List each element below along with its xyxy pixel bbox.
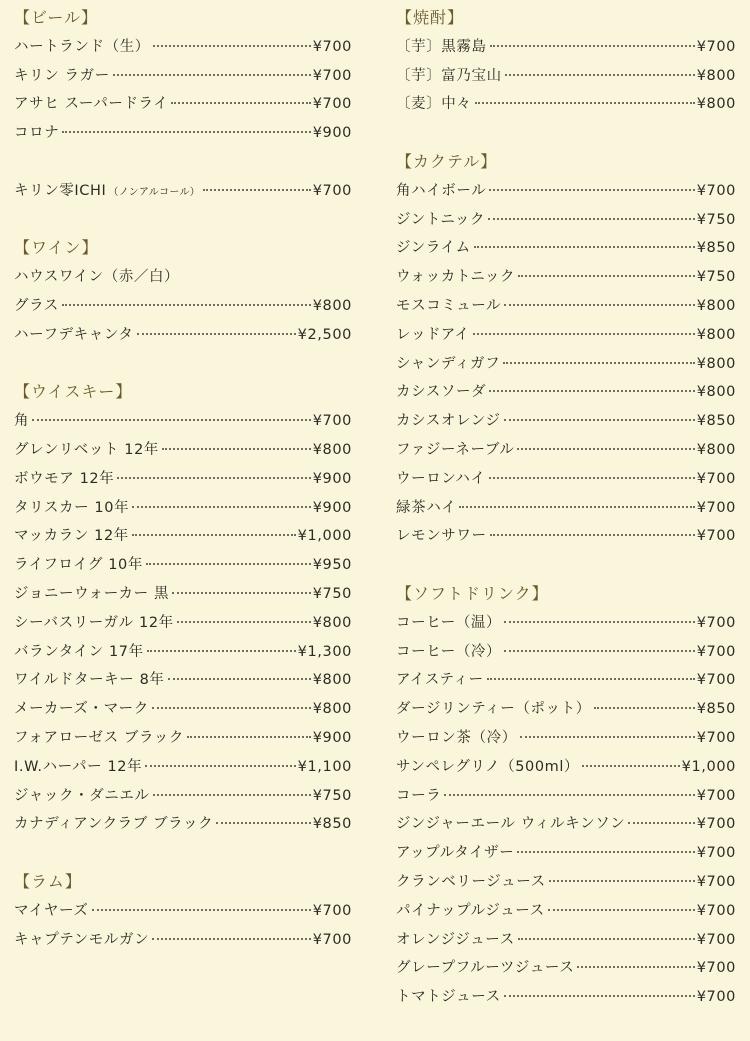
menu-item — [14, 33, 352, 62]
item-price: ¥750 — [312, 585, 352, 602]
dot-leader — [146, 563, 311, 565]
item-name: コーラ — [396, 787, 442, 804]
menu-section-cocktail — [396, 148, 736, 551]
item-price: ¥1,000 — [681, 758, 736, 775]
menu-section-whisky — [14, 378, 352, 839]
menu-item — [14, 724, 352, 753]
item-name: ハートランド（生） — [14, 38, 150, 55]
item-price: ¥800 — [696, 297, 736, 314]
item-price: ¥1,100 — [297, 758, 352, 775]
menu-item — [396, 839, 736, 868]
menu-item — [14, 119, 352, 148]
item-name: グレープフルーツジュース — [396, 960, 575, 977]
dot-leader — [132, 534, 296, 536]
menu-item — [396, 724, 736, 753]
menu-item — [396, 321, 736, 350]
item-price: ¥900 — [312, 470, 352, 487]
item-name: オレンジジュース — [396, 931, 515, 948]
menu-item — [14, 926, 352, 955]
menu-item — [396, 609, 736, 638]
dot-leader — [187, 736, 311, 738]
menu-item — [14, 522, 352, 551]
menu-item — [14, 62, 352, 91]
dot-leader — [518, 938, 695, 940]
dot-leader — [168, 678, 311, 680]
item-name: ファジーネーブル — [396, 441, 515, 458]
item-name: アサヒ スーパードライ — [14, 96, 169, 113]
item-name: ジョニーウォーカー 黒 — [14, 585, 170, 602]
menu-item — [396, 494, 736, 523]
item-name: ダージリンティー（ポット） — [396, 701, 591, 718]
dot-leader — [32, 419, 311, 421]
item-price: ¥800 — [696, 326, 736, 343]
item-price: ¥700 — [312, 38, 352, 55]
menu-item — [396, 33, 736, 62]
menu-right-column — [396, 4, 736, 1041]
menu-item — [396, 753, 736, 782]
item-price: ¥800 — [696, 441, 736, 458]
menu-item — [14, 695, 352, 724]
item-price: ¥700 — [696, 470, 736, 487]
item-price: ¥700 — [696, 845, 736, 862]
dot-leader — [520, 736, 695, 738]
item-name: パイナップルジュース — [396, 902, 545, 919]
dot-leader — [145, 765, 295, 767]
item-name: 角 — [14, 413, 30, 430]
item-price: ¥700 — [696, 816, 736, 833]
dot-leader — [489, 477, 695, 479]
item-price: ¥750 — [696, 269, 736, 286]
item-price: ¥2,500 — [297, 326, 352, 343]
section-title: 【ウイスキー】 — [14, 382, 133, 402]
dot-leader — [171, 102, 310, 104]
item-price: ¥700 — [696, 182, 736, 199]
menu-item — [14, 666, 352, 695]
item-name: ウォッカトニック — [396, 269, 516, 286]
item-price: ¥1,000 — [297, 528, 352, 545]
dot-leader — [473, 333, 695, 335]
item-name: 角ハイボール — [396, 182, 487, 199]
menu-item — [396, 350, 736, 379]
dot-leader — [517, 851, 694, 853]
item-price: ¥700 — [696, 672, 736, 689]
dot-leader — [628, 822, 694, 824]
item-price: ¥700 — [696, 931, 736, 948]
menu-section-beer — [14, 4, 352, 206]
item-name: レッドアイ — [396, 326, 470, 343]
menu-item — [14, 436, 352, 465]
menu-item — [396, 897, 736, 926]
item-name: 〔麦〕中々 — [396, 96, 472, 113]
item-price: ¥800 — [312, 297, 352, 314]
dot-leader — [504, 621, 695, 623]
item-name: アップルタイザー — [396, 845, 515, 862]
item-name: ウーロン茶（冷） — [396, 729, 517, 746]
menu-item — [396, 810, 736, 839]
menu-item — [14, 321, 352, 350]
menu-item — [396, 263, 736, 292]
dot-leader — [62, 131, 310, 133]
dot-leader — [489, 189, 694, 191]
dot-leader — [147, 650, 296, 652]
dot-leader — [504, 650, 695, 652]
item-price: ¥900 — [312, 125, 352, 142]
dot-leader — [475, 102, 695, 104]
item-name: キリン零ICHI — [14, 182, 107, 199]
item-price: ¥1,300 — [297, 643, 352, 660]
menu-item — [396, 378, 736, 407]
dot-leader — [216, 822, 310, 824]
item-price: ¥700 — [696, 38, 736, 55]
item-name: グレンリベット 12年 — [14, 441, 160, 458]
item-price: ¥850 — [312, 816, 352, 833]
item-name: ワイルドターキー 8年 — [14, 672, 165, 689]
item-name: ボウモア 12年 — [14, 470, 115, 487]
item-name: コロナ — [14, 125, 60, 142]
dot-leader — [153, 45, 311, 47]
section-title: 【ソフトドリンク】 — [396, 583, 549, 603]
dot-leader — [490, 534, 695, 536]
item-name: グラス — [14, 297, 59, 314]
item-price: ¥800 — [312, 441, 352, 458]
menu-item — [14, 580, 352, 609]
item-price: ¥850 — [696, 701, 736, 718]
menu-item — [396, 868, 736, 897]
item-price: ¥700 — [696, 902, 736, 919]
item-name: サンペレグリノ（500ml） — [396, 758, 580, 775]
item-price: ¥700 — [312, 67, 352, 84]
item-price: ¥800 — [696, 384, 736, 401]
item-name: I.W.ハーパー 12年 — [14, 758, 143, 775]
menu-item — [396, 436, 736, 465]
section-title: 【ビール】 — [14, 8, 99, 27]
menu-item — [14, 609, 352, 638]
dot-leader — [172, 592, 311, 594]
item-price: ¥750 — [312, 787, 352, 804]
dot-leader — [153, 794, 311, 796]
section-title: 【ワイン】 — [14, 238, 99, 258]
dot-leader — [152, 938, 311, 940]
dot-leader — [488, 218, 695, 220]
dot-leader — [504, 419, 695, 421]
item-name: 〔芋〕黒霧島 — [396, 38, 487, 55]
menu-item — [396, 695, 736, 724]
item-name: フォアローゼス ブラック — [14, 729, 185, 746]
item-price: ¥850 — [696, 413, 736, 430]
dot-leader — [548, 909, 695, 911]
menu-item — [396, 638, 736, 667]
dot-leader — [517, 448, 694, 450]
item-price: ¥800 — [312, 614, 352, 631]
item-name: バランタイン 17年 — [14, 643, 144, 660]
dot-leader — [203, 189, 311, 191]
menu-section-rum — [14, 868, 352, 954]
dot-leader — [489, 390, 695, 392]
item-name: クランベリージュース — [396, 873, 546, 890]
item-price: ¥800 — [312, 701, 352, 718]
dot-leader — [444, 794, 694, 796]
item-price: ¥700 — [312, 413, 352, 430]
menu-item — [396, 465, 736, 494]
item-name: カシスオレンジ — [396, 413, 501, 430]
dot-leader — [549, 880, 695, 882]
menu-item — [14, 638, 352, 667]
menu-item — [396, 90, 736, 119]
item-price: ¥700 — [696, 787, 736, 804]
dot-leader — [474, 246, 695, 248]
dot-leader — [177, 621, 311, 623]
item-note: （ノンアルコール） — [108, 186, 201, 198]
dot-leader — [162, 448, 311, 450]
menu-item — [396, 954, 736, 983]
menu-item — [14, 551, 352, 580]
item-name: シーバスリーガル 12年 — [14, 614, 174, 631]
item-price: ¥700 — [696, 528, 736, 545]
dot-leader — [577, 966, 694, 968]
item-price: ¥900 — [312, 729, 352, 746]
menu-item — [14, 177, 352, 206]
item-name: アイスティー — [396, 672, 484, 689]
menu-item — [396, 407, 736, 436]
menu-item — [396, 983, 736, 1012]
menu-item — [396, 782, 736, 811]
item-name: カシスソーダ — [396, 384, 487, 401]
item-name: メーカーズ・マーク — [14, 701, 149, 718]
item-price: ¥700 — [312, 931, 352, 948]
item-price: ¥700 — [312, 902, 352, 919]
menu-item — [14, 897, 352, 926]
item-price: ¥700 — [696, 614, 736, 631]
dot-leader — [92, 909, 311, 911]
menu-item — [396, 62, 736, 91]
item-price: ¥800 — [312, 672, 352, 689]
item-price: ¥700 — [696, 960, 736, 977]
item-price: ¥850 — [696, 240, 736, 257]
menu-item — [396, 522, 736, 551]
menu-item — [396, 666, 736, 695]
item-name: ジャック・ダニエル — [14, 787, 150, 804]
dot-leader — [137, 333, 296, 335]
menu-item — [396, 206, 736, 235]
item-name: コーヒー（冷） — [396, 643, 502, 660]
item-name: モスコミュール — [396, 297, 502, 314]
item-name: 緑茶ハイ — [396, 499, 457, 516]
section-title: 【カクテル】 — [396, 151, 498, 171]
menu-item — [14, 407, 352, 436]
item-name: ハーフデキャンタ — [14, 326, 134, 343]
item-name: マイヤーズ — [14, 902, 89, 919]
menu-item — [14, 494, 352, 523]
item-price: ¥800 — [696, 355, 736, 372]
item-name: カナディアンクラブ ブラック — [14, 816, 214, 833]
dot-leader — [505, 74, 695, 76]
item-price: ¥900 — [312, 499, 352, 516]
item-price: ¥750 — [696, 211, 736, 228]
menu-item — [396, 926, 736, 955]
dot-leader — [487, 678, 695, 680]
dot-leader — [117, 477, 310, 479]
dot-leader — [594, 707, 695, 709]
menu-item — [396, 177, 736, 206]
item-price: ¥800 — [696, 67, 736, 84]
item-name: マッカラン 12年 — [14, 528, 129, 545]
item-price: ¥950 — [312, 557, 352, 574]
item-name: コーヒー（温） — [396, 614, 502, 631]
item-name: タリスカー 10年 — [14, 499, 130, 516]
item-name: ライフロイグ 10年 — [14, 557, 143, 574]
menu-item — [14, 465, 352, 494]
item-price: ¥700 — [696, 989, 736, 1006]
item-name: 〔芋〕富乃宝山 — [396, 67, 502, 84]
menu-item — [396, 292, 736, 321]
spacer-row — [14, 148, 352, 177]
menu-section-wine — [14, 234, 352, 349]
item-price: ¥700 — [696, 499, 736, 516]
dot-leader — [503, 362, 694, 364]
menu-section-soft-drink — [396, 580, 736, 1012]
menu-item — [14, 810, 352, 839]
item-price: ¥700 — [696, 643, 736, 660]
dot-leader — [132, 506, 311, 508]
item-name: ウーロンハイ — [396, 470, 486, 487]
dot-leader — [504, 304, 695, 306]
item-name: ハウスワイン（赤／白） — [14, 269, 180, 286]
dot-leader — [459, 506, 694, 508]
item-name: レモンサワー — [396, 528, 487, 545]
item-name: ジンジャーエール ウィルキンソン — [396, 816, 626, 833]
item-price: ¥700 — [696, 873, 736, 890]
menu-item — [14, 753, 352, 782]
dot-leader — [504, 995, 695, 997]
menu-left-column — [14, 4, 352, 983]
item-name: シャンディガフ — [396, 355, 501, 372]
item-name: トマトジュース — [396, 989, 501, 1006]
item-name: キャプテンモルガン — [14, 931, 150, 948]
item-price: ¥800 — [696, 96, 736, 113]
menu-item — [14, 782, 352, 811]
dot-leader — [582, 765, 680, 767]
dot-leader — [490, 45, 695, 47]
dot-leader — [113, 74, 311, 76]
dot-leader — [152, 707, 311, 709]
menu-section-shochu — [396, 4, 736, 119]
menu-item — [396, 234, 736, 263]
dot-leader — [62, 304, 311, 306]
item-name: ジンライム — [396, 240, 471, 257]
item-price: ¥700 — [312, 182, 352, 199]
item-name: ジントニック — [396, 211, 486, 228]
section-title: 【ラム】 — [14, 871, 82, 891]
dot-leader — [518, 275, 695, 277]
item-price: ¥700 — [696, 729, 736, 746]
item-price: ¥700 — [312, 96, 352, 113]
menu-item — [14, 263, 352, 292]
menu-item — [14, 90, 352, 119]
menu-item — [14, 292, 352, 321]
section-title: 【焼酎】 — [396, 8, 465, 27]
item-name: キリン ラガー — [14, 67, 110, 84]
